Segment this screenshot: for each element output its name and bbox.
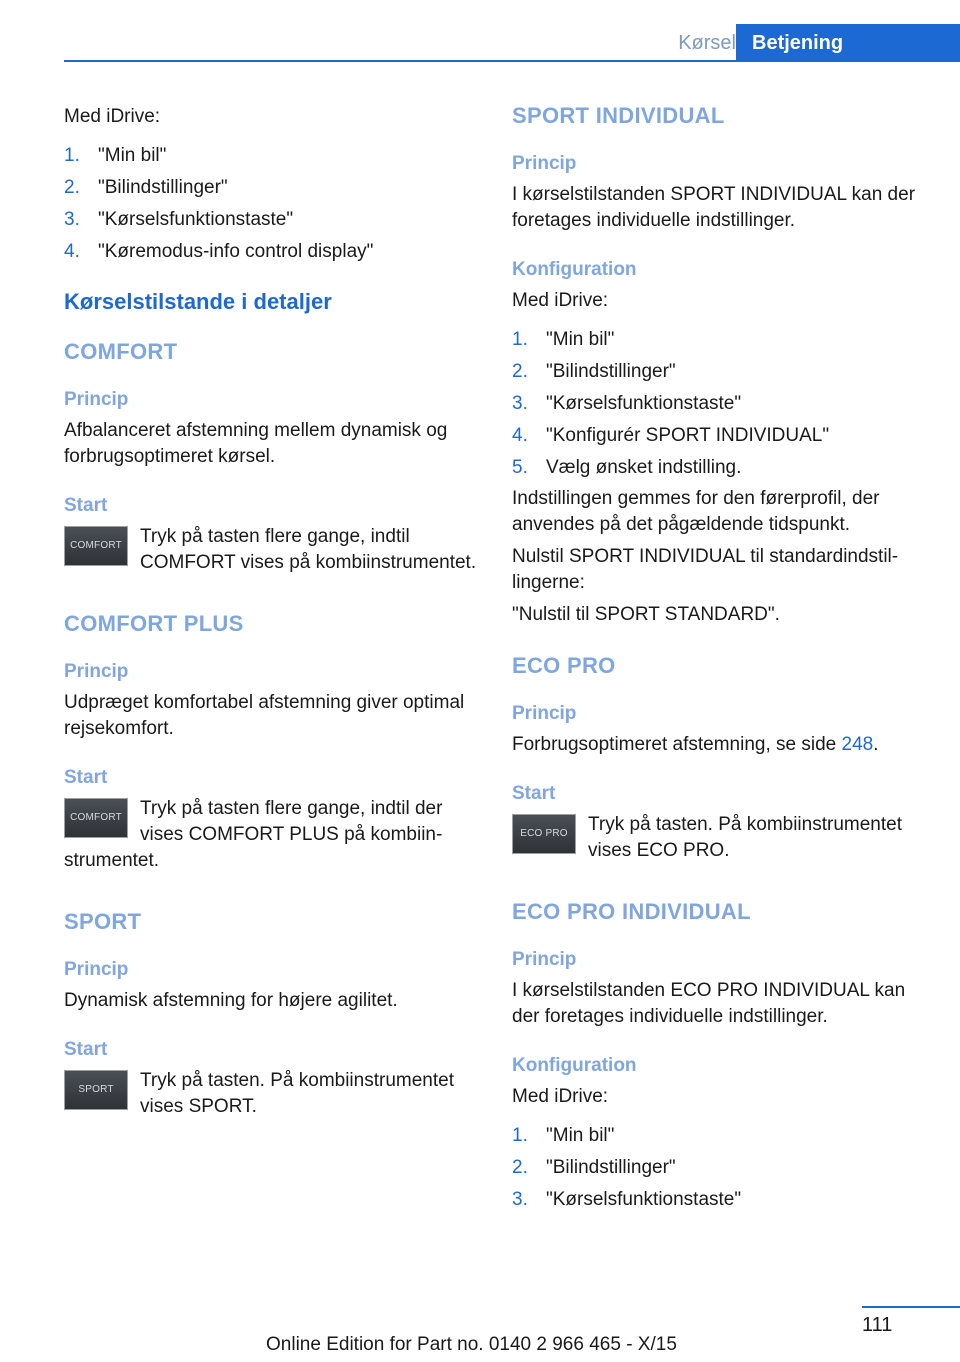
comfort-plus-title: COMFORT PLUS: [64, 611, 244, 636]
page-link[interactable]: 248: [841, 734, 874, 755]
sport-principle-heading: Princip: [64, 959, 129, 980]
comfort-start-text: Tryk på tasten flere gange, indtil COMFORT vises på kombiinstrumentet.: [140, 526, 477, 573]
left-column: [64, 96, 482, 1120]
sport-start-text: Tryk på tasten. På kombiinstrumentet vises SPORT.: [140, 1070, 454, 1117]
tab-korsel[interactable]: Kørsel: [678, 32, 736, 54]
comfort-principle-heading: Princip: [64, 389, 129, 410]
sport-title: SPORT: [64, 909, 142, 934]
list-item: 2. "Bilindstillinger": [64, 177, 228, 198]
comfort-plus-start-text: Tryk på tasten flere gange, indtil der vises COMFORT PLUS på kombiinstrumentet.: [64, 798, 443, 871]
comfort-start-block: [64, 518, 482, 576]
page-number: 111: [862, 1314, 893, 1336]
sport-individual-steps: [512, 324, 930, 484]
list-item: 3. "Kørselsfunktionstaste": [512, 393, 742, 414]
list-item: 4. "Køremodus-info control display": [64, 241, 374, 262]
comfort-plus-start-block: [64, 790, 482, 874]
tab-betjening[interactable]: Betjening: [736, 24, 960, 62]
sport-individual-config-heading: Konfiguration: [512, 259, 637, 280]
eco-pro-individual-principle-text: I kørselstilstanden ECO PRO INDIVIDUAL kan der foretages individuelle indstillinger.: [512, 980, 906, 1027]
sport-principle-text: Dynamisk afstemning for højere agilitet.: [64, 990, 398, 1011]
footer-rule: [862, 1306, 960, 1308]
eco-pro-individual-steps: [512, 1120, 930, 1216]
sport-individual-para2: Nulstil SPORT INDIVIDUAL til standardindstillingerne:: [512, 546, 899, 593]
list-item: 5. Vælg ønsket indstilling.: [512, 457, 742, 478]
list-item: 2. "Bilindstillinger": [512, 361, 676, 382]
eco-pro-individual-principle-heading: Princip: [512, 949, 577, 970]
sport-individual-para3: "Nulstil til SPORT STANDARD".: [512, 604, 780, 625]
list-item: 3. "Kørselsfunktionstaste": [64, 209, 294, 230]
idrive-intro: Med iDrive:: [64, 106, 161, 127]
comfort-plus-button-icon: COMFORT: [64, 798, 128, 838]
sport-individual-title: SPORT INDIVIDUAL: [512, 103, 725, 128]
eco-pro-individual-config-heading: Konfiguration: [512, 1055, 637, 1076]
comfort-plus-start-heading: Start: [64, 767, 108, 788]
eco-pro-button-icon: ECO PRO: [512, 814, 576, 854]
comfort-principle-text: Afbalanceret afstemning mellem dynamisk og forbrugsoptimeret kørsel.: [64, 420, 448, 467]
eco-pro-principle-text: Forbrugsoptimeret afstemning, se side 248.: [512, 734, 879, 755]
edition-text: Online Edition for Part no. 0140 2 966 465 - X/15: [266, 1334, 677, 1355]
eco-pro-individual-config-intro: Med iDrive:: [512, 1086, 609, 1107]
comfort-start-heading: Start: [64, 495, 108, 516]
right-column: [512, 96, 930, 1216]
comfort-button-icon: COMFORT: [64, 526, 128, 566]
eco-pro-start-heading: Start: [512, 783, 556, 804]
list-item: 1. "Min bil": [512, 329, 615, 350]
sport-individual-principle-text: I kørselstilstanden SPORT INDIVIDUAL kan der foretages individuelle indstillinger.: [512, 184, 916, 231]
eco-pro-individual-title: ECO PRO INDIVIDUAL: [512, 899, 751, 924]
comfort-plus-principle-heading: Princip: [64, 661, 129, 682]
eco-pro-title: ECO PRO: [512, 653, 616, 678]
list-item: 4. "Konfigurér SPORT INDIVIDUAL": [512, 425, 830, 446]
comfort-plus-principle-text: Udpræget komfortabel afstemning giver optimal rejsekomfort.: [64, 692, 465, 739]
sport-individual-para1: Indstillingen gemmes for den førerprofil, der anvendes på det pågældende tidspunkt.: [512, 488, 880, 535]
sport-button-icon: SPORT: [64, 1070, 128, 1110]
list-item: 1. "Min bil": [64, 145, 167, 166]
sport-individual-principle-heading: Princip: [512, 153, 577, 174]
sport-start-heading: Start: [64, 1039, 108, 1060]
eco-pro-principle-heading: Princip: [512, 703, 577, 724]
sport-start-block: [64, 1062, 482, 1120]
comfort-title: COMFORT: [64, 339, 178, 364]
eco-pro-start-text: Tryk på tasten. På kombiinstrumentet vises ECO PRO.: [588, 814, 902, 861]
section-title: Kørselstilstande i detaljer: [64, 289, 332, 314]
list-item: 1. "Min bil": [512, 1125, 615, 1146]
eco-pro-start-block: [512, 806, 930, 864]
list-item: 3. "Kørselsfunktionstaste": [512, 1189, 742, 1210]
sport-individual-config-intro: Med iDrive:: [512, 290, 609, 311]
idrive-steps: [64, 140, 482, 268]
list-item: 2. "Bilindstillinger": [512, 1157, 676, 1178]
